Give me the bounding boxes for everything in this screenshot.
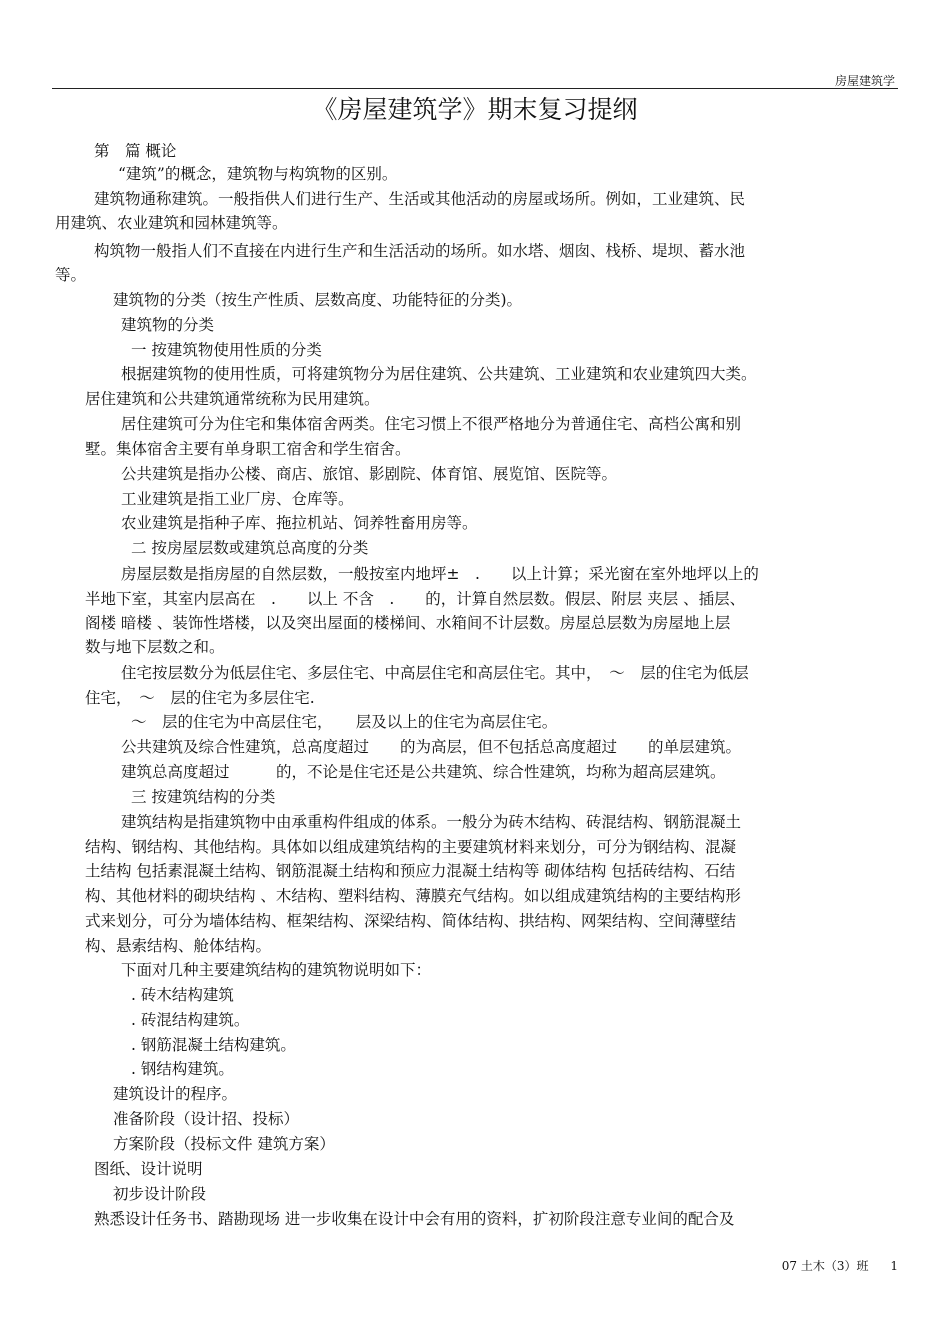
text-line: 准备阶段（设计招、投标） <box>113 1110 300 1128</box>
text-line: 阁楼 暗楼 、装饰性塔楼，以及突出屋面的楼梯间、水箱间不计层数。房屋总层数为房屋地上层 <box>85 614 731 632</box>
document-title: 《房屋建筑学》期末复习提纲 <box>312 95 638 124</box>
text-line: 图纸、设计说明 <box>94 1160 203 1178</box>
list-item: . 砖混结构建筑。 <box>131 1011 250 1029</box>
class-label: 07 土木（3）班 <box>781 1259 869 1273</box>
text-line: 农业建筑是指种子库、拖拉机站、饲养牲畜用房等。 <box>121 514 478 532</box>
text-line: 结构、钢结构、其他结构。具体如以组成建筑结构的主要建筑材料来划分，可分为钢结构、混凝 <box>85 838 737 856</box>
header-rule <box>52 88 898 89</box>
text-line: 方案阶段（投标文件 建筑方案） <box>113 1135 335 1153</box>
section-heading: 建筑设计的程序。 <box>113 1085 238 1103</box>
text-line: 建筑物通称建筑。一般指供人们进行生产、生活或其他活动的房屋或场所。例如，工业建筑、民 <box>94 190 746 208</box>
text-line: 数与地下层数之和。 <box>85 638 225 656</box>
text-line: 建筑结构是指建筑物中由承重构件组成的体系。一般分为砖木结构、砖混结构、钢筋混凝土 <box>121 813 742 831</box>
text-line: 住宅， ～ 层的住宅为多层住宅. <box>85 689 315 707</box>
text-line: 公共建筑及综合性建筑，总高度超过 的为高层，但不包括总高度超过 的单层建筑。 <box>121 738 742 756</box>
section-heading: 建筑物的分类 <box>121 316 215 334</box>
text-line: ～ 层的住宅为中高层住宅， 层及以上的住宅为高层住宅。 <box>131 713 558 731</box>
text-line: 用建筑、农业建筑和园林建筑等。 <box>55 214 288 232</box>
text-line: 墅。集体宿舍主要有单身职工宿舍和学生宿舍。 <box>85 440 411 458</box>
text-line: 下面对几种主要建筑结构的建筑物说明如下： <box>121 961 432 979</box>
subsection-heading: 三 按建筑结构的分类 <box>131 788 276 806</box>
text-line: 公共建筑是指办公楼、商店、旅馆、影剧院、体育馆、展览馆、医院等。 <box>121 465 618 483</box>
subsection-heading: 一 按建筑物使用性质的分类 <box>131 341 322 359</box>
text-line: 居住建筑可分为住宅和集体宿舍两类。住宅习惯上不很严格地分为普通住宅、高档公寓和别 <box>121 415 742 433</box>
text-line: 房屋层数是指房屋的自然层数，一般按室内地坪± . 以上计算；采光窗在室外地坪以上的 <box>121 565 759 583</box>
subsection-heading: 二 按房屋层数或建筑总高度的分类 <box>131 539 369 557</box>
text-line: 建筑总高度超过 的，不论是住宅还是公共建筑、综合性建筑，均称为超高层建筑。 <box>121 763 726 781</box>
chapter-heading: 第 篇 概论 <box>94 142 177 160</box>
text-line: 等。 <box>55 266 87 284</box>
text-line: 居住建筑和公共建筑通常统称为民用建筑。 <box>85 390 380 408</box>
text-line: “建筑”的概念，建筑物与构筑物的区别。 <box>118 165 398 183</box>
list-item: . 钢筋混凝土结构建筑。 <box>131 1036 296 1054</box>
list-item: . 砖木结构建筑 <box>131 986 234 1004</box>
page-number: 1 <box>890 1259 898 1273</box>
text-line: 根据建筑物的使用性质，可将建筑物分为居住建筑、公共建筑、工业建筑和农业建筑四大类。 <box>121 365 757 383</box>
text-line: 住宅按层数分为低层住宅、多层住宅、中高层住宅和高层住宅。其中， ～ 层的住宅为低层 <box>121 664 749 682</box>
text-line: 构、悬索结构、舱体结构。 <box>85 937 272 955</box>
text-line: 式来划分，可分为墙体结构、框架结构、深梁结构、简体结构、拱结构、网架结构、空间薄壁结 <box>85 912 737 930</box>
page-footer <box>764 1257 898 1274</box>
text-line: 构、其他材料的砌块结构 、木结构、塑料结构、薄膜充气结构。如以组成建筑结构的主要结构形 <box>85 887 741 905</box>
list-item: . 钢结构建筑。 <box>131 1060 234 1078</box>
running-header: 房屋建筑学 <box>834 74 895 88</box>
text-line: 半地下室，其室内层高在 . 以上 不含 . 的，计算自然层数。假层、附层 夹层 、插层、 <box>85 590 746 608</box>
text-line: 土结构 包括素混凝土结构、钢筋混凝土结构和预应力混凝土结构等 砌体结构 包括砖结构、石结 <box>85 862 736 880</box>
text-line: 熟悉设计任务书、踏勘现场 进一步收集在设计中会有用的资料，扩初阶段注意专业间的配合及 <box>94 1210 735 1228</box>
text-line: 构筑物一般指人们不直接在内进行生产和生活活动的场所。如水塔、烟囱、栈桥、堤坝、蓄水池 <box>94 242 746 260</box>
text-line: 初步设计阶段 <box>113 1185 207 1203</box>
text-line: 建筑物的分类（按生产性质、层数高度、功能特征的分类)。 <box>113 291 523 309</box>
text-line: 工业建筑是指工业厂房、仓库等。 <box>121 490 354 508</box>
